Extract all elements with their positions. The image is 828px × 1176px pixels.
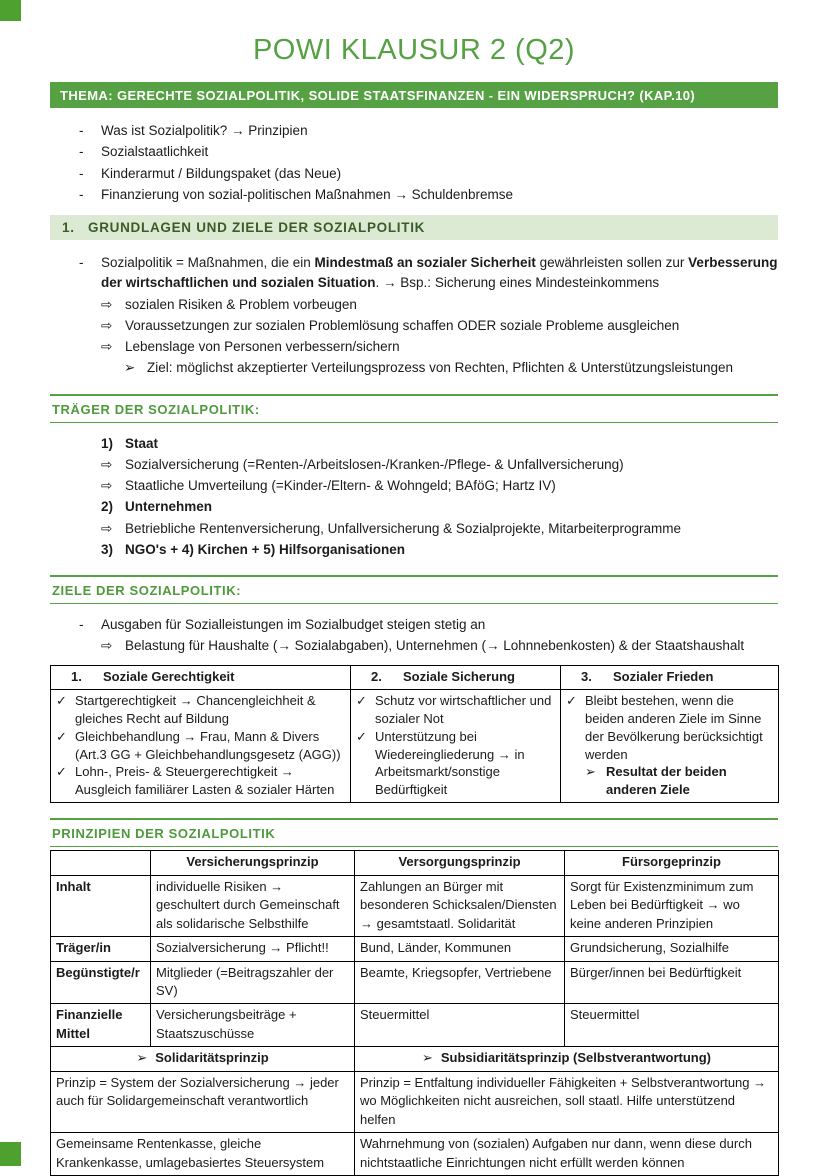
goals-cell	[51, 689, 351, 803]
goals-header-cell	[561, 665, 779, 689]
check-icon: ✓	[566, 692, 577, 708]
check-item	[566, 692, 773, 764]
table-row	[51, 937, 779, 961]
list-item	[50, 615, 778, 635]
table-cell: Mitglieder (=Beitragszahler der SV)	[151, 961, 355, 1004]
bullet-triangle-icon: ➢	[585, 764, 596, 780]
bullet-arrow-icon: ⇨	[101, 520, 113, 536]
check-item	[356, 692, 555, 728]
list-item-text: Staat	[125, 435, 159, 451]
result-item	[566, 763, 773, 799]
bullet-dash-icon: -	[79, 144, 84, 160]
table-cell: Versicherungsbeiträge + Staatszuschüsse	[151, 1004, 355, 1047]
list-item-text: Betriebliche Rentenversicherung, Unfallversicherung & Sozialprojekte, Mitarbeiterprogramme	[125, 520, 682, 536]
list-item	[50, 121, 778, 141]
check-icon: ✓	[356, 728, 367, 744]
goal-text: Ziel: möglichst akzeptierter Verteilungsprozess von Rechten, Pflichten & Unterstützungsleistungen	[147, 360, 734, 376]
check-item-text: Unterstützung bei Wiedereingliederung → in Arbeitsmarkt/sonstige Bedürftigkeit	[375, 728, 525, 798]
table-cell: Prinzip = System der Sozialversicherung → jeder auch für Solidargemeinschaft verantwortlich	[51, 1071, 355, 1132]
column-title: Soziale Sicherung	[403, 668, 515, 684]
sub-principles-header-row	[51, 1047, 779, 1071]
bullet-arrow-icon: ⇨	[101, 456, 113, 472]
table-cell: Beamte, Kriegsopfer, Vertriebene	[355, 961, 565, 1004]
column-title: Sozialer Frieden	[613, 668, 714, 684]
list-item	[50, 540, 778, 560]
table-cell: Bund, Länder, Kommunen	[355, 937, 565, 961]
section1-content	[50, 253, 778, 379]
text-segment: . → Bsp.: Sicherung eines Mindesteinkommens	[375, 275, 660, 291]
text-segment-bold: Verbesserung der wirtschaftlichen und sozialen Situation	[101, 255, 778, 291]
table-row	[51, 1004, 779, 1047]
list-item	[50, 164, 778, 184]
bullet-dash-icon: -	[79, 123, 84, 138]
result-item-text: Resultat der beiden anderen Ziele	[606, 764, 727, 798]
check-icon: ✓	[56, 692, 67, 708]
list-item	[50, 476, 778, 496]
bullet-arrow-icon: ⇨	[101, 478, 113, 493]
check-icon: ✓	[56, 728, 67, 744]
bullet-arrow-icon: ⇨	[101, 638, 113, 654]
table-row	[51, 961, 779, 1004]
list-item-text: Sozialstaatlichkeit	[101, 144, 209, 160]
list-item-text: Unternehmen	[125, 499, 213, 515]
heading-ziele: ZIELE DER SOZIALPOLITIK:	[50, 575, 778, 604]
definition-item	[50, 253, 778, 294]
bullet-dash-icon: -	[79, 617, 84, 632]
list-item	[50, 455, 778, 475]
bullet-triangle-icon: ➢	[136, 1050, 148, 1066]
goals-cell	[351, 689, 561, 803]
list-item	[50, 316, 778, 336]
list-item-text: Belastung für Haushalte (→ Sozialabgaben), Unternehmen (→ Lohnnebenkosten) & der Staatshaushalt	[125, 638, 745, 654]
check-item	[56, 763, 345, 799]
table-cell: individuelle Risiken → geschultert durch Gemeinschaft als solidarische Selbsthilfe	[151, 875, 355, 936]
principle-column-header: Versicherungsprinzip	[151, 851, 355, 875]
bullet-arrow-icon: ⇨	[101, 317, 113, 333]
table-cell: Prinzip = Entfaltung individueller Fähigkeiten + Selbstverantwortung → wo Möglichkeiten nicht ausreichen, soll staatl. Hilfe unterstützend helfen	[355, 1071, 779, 1132]
goals-header-cell	[51, 665, 351, 689]
bullet-dash-icon: -	[79, 255, 84, 270]
table-row	[51, 1071, 779, 1132]
principle-column-header: Versorgungsprinzip	[355, 851, 565, 875]
check-icon: ✓	[56, 764, 67, 780]
corner-decoration-bottom-icon	[0, 1142, 21, 1166]
table-cell: Gemeinsame Rentenkasse, gleiche Krankenkasse, umlagebasiertes Steuersystem	[51, 1133, 355, 1176]
list-item-text: Finanzierung von sozial-politischen Maßnahmen → Schuldenbremse	[101, 186, 513, 202]
table-cell: Steuermittel	[565, 1004, 779, 1047]
goals-cell	[561, 689, 779, 803]
check-item-text: Gleichbehandlung → Frau, Mann & Divers (Art.3 GG + Gleichbehandlungsgesetz (AGG))	[75, 728, 341, 762]
bullet-dash-icon: -	[79, 186, 84, 202]
bullet-arrow-icon: ⇨	[101, 296, 113, 312]
table-cell: Grundsicherung, Sozialhilfe	[565, 937, 779, 961]
list-item-text: Sozialversicherung (=Renten-/Arbeitslosen-/Kranken-/Pflege- & Unfallversicherung)	[125, 456, 624, 472]
check-icon: ✓	[356, 692, 367, 708]
column-number: 3.	[581, 668, 592, 684]
goals-body-row	[51, 689, 779, 803]
ziele-content	[50, 615, 778, 657]
list-item-text: Kinderarmut / Bildungspaket (das Neue)	[101, 165, 342, 181]
table-cell: Bürger/innen bei Bedürftigkeit	[565, 961, 779, 1004]
text-segment: gewährleisten sollen zur	[535, 255, 689, 270]
table-cell: Zahlungen an Bürger mit besonderen Schicksalen/Diensten → gesamtstaatl. Solidarität	[355, 875, 565, 936]
section-heading-text: GRUNDLAGEN UND ZIELE DER SOZIALPOLITIK	[88, 220, 426, 235]
column-title: Soziale Gerechtigkeit	[103, 668, 235, 684]
column-number: 2.	[371, 668, 382, 684]
check-item	[56, 728, 345, 764]
table-row	[51, 1133, 779, 1176]
sub-principle-title: Subsidiaritätsprinzip (Selbstverantwortung)	[440, 1050, 712, 1066]
list-item-text: Staatliche Umverteilung (=Kinder-/Eltern- & Wohngeld; BAföG; Hartz IV)	[125, 478, 556, 493]
sub-principle-title: Solidaritätsprinzip	[155, 1050, 269, 1066]
bullet-triangle-icon: ➢	[421, 1050, 433, 1066]
number-marker: 2)	[101, 499, 114, 515]
number-marker: 3)	[101, 541, 114, 557]
table-cell: Wahrnehmung von (sozialen) Aufgaben nur dann, wenn diese durch nichtstaatliche Einrichtungen nicht erfüllt werden können	[355, 1133, 779, 1176]
row-label: Inhalt	[51, 875, 151, 936]
list-item	[50, 434, 778, 454]
principles-header-row	[51, 851, 779, 875]
list-item-text: Lebenslage von Personen verbessern/sichern	[125, 339, 400, 354]
list-item	[50, 519, 778, 539]
list-item-text: Voraussetzungen zur sozialen Problemlösung schaffen ODER soziale Probleme ausgleichen	[125, 317, 680, 333]
number-marker: 1)	[101, 435, 114, 451]
heading-prinzipien: PRINZIPIEN DER SOZIALPOLITIK	[50, 818, 778, 847]
table-cell: Sorgt für Existenzminimum zum Leben bei Bedürftigkeit → wo keine anderen Prinzipien	[565, 875, 779, 936]
document-title: POWI KLAUSUR 2 (Q2)	[252, 34, 576, 66]
list-item-text: Was ist Sozialpolitik? → Prinzipien	[101, 123, 308, 138]
row-label: Finanzielle Mittel	[51, 1004, 151, 1047]
definition-text	[101, 253, 778, 294]
text-segment: Sozialpolitik = Maßnahmen, die ein	[101, 255, 315, 270]
intro-list	[50, 121, 778, 205]
list-item	[50, 337, 778, 357]
check-item-text: Schutz vor wirtschaftlicher und sozialer Not	[375, 692, 552, 726]
corner-decoration-top-icon	[0, 0, 21, 21]
table-cell: Steuermittel	[355, 1004, 565, 1047]
list-item	[50, 497, 778, 517]
check-item-text: Startgerechtigkeit → Chancengleichheit & gleiches Recht auf Bildung	[75, 692, 316, 726]
heading-traeger: TRÄGER DER SOZIALPOLITIK:	[50, 394, 778, 423]
theme-banner: THEMA: GERECHTE SOZIALPOLITIK, SOLIDE STAATSFINANZEN - EIN WIDERSPRUCH? (KAP.10)	[50, 82, 778, 108]
sub-principle-header	[355, 1047, 779, 1071]
list-item	[50, 636, 778, 656]
goals-table	[50, 665, 779, 804]
row-label: Träger/in	[51, 937, 151, 961]
bullet-arrow-icon: ⇨	[101, 339, 113, 354]
row-label: Begünstigte/r	[51, 961, 151, 1004]
list-item	[50, 185, 778, 205]
goal-item	[50, 358, 778, 378]
column-number: 1.	[71, 668, 82, 684]
check-item-text: Lohn-, Preis- & Steuergerechtigkeit → Ausgleich familiärer Lasten & sozialer Härten	[75, 764, 335, 798]
bullet-dash-icon: -	[79, 165, 84, 181]
principles-table	[50, 850, 779, 1176]
check-item-text: Bleibt bestehen, wenn die beiden anderen Ziele im Sinne der Bevölkerung berücksichtigt werden	[585, 692, 763, 762]
section-number: 1.	[62, 220, 75, 235]
table-cell: Sozialversicherung → Pflicht!!	[151, 937, 355, 961]
check-item	[356, 728, 555, 800]
table-row	[51, 875, 779, 936]
traeger-list	[50, 434, 778, 561]
text-segment-bold: Mindestmaß an sozialer Sicherheit	[314, 255, 536, 270]
list-item	[50, 142, 778, 162]
goals-header-cell	[351, 665, 561, 689]
check-item	[56, 692, 345, 728]
sub-principle-header	[51, 1047, 355, 1071]
empty-corner-cell	[51, 851, 151, 875]
list-item-text: sozialen Risiken & Problem vorbeugen	[125, 296, 357, 312]
principle-column-header: Fürsorgeprinzip	[565, 851, 779, 875]
bullet-triangle-icon: ➢	[124, 360, 136, 376]
list-item-text: NGO's + 4) Kirchen + 5) Hilfsorganisationen	[125, 541, 406, 557]
list-item	[50, 295, 778, 315]
section1-heading-banner	[50, 215, 778, 240]
goals-header-row	[51, 665, 779, 689]
list-item-text: Ausgaben für Sozialleistungen im Sozialbudget steigen stetig an	[101, 617, 486, 632]
